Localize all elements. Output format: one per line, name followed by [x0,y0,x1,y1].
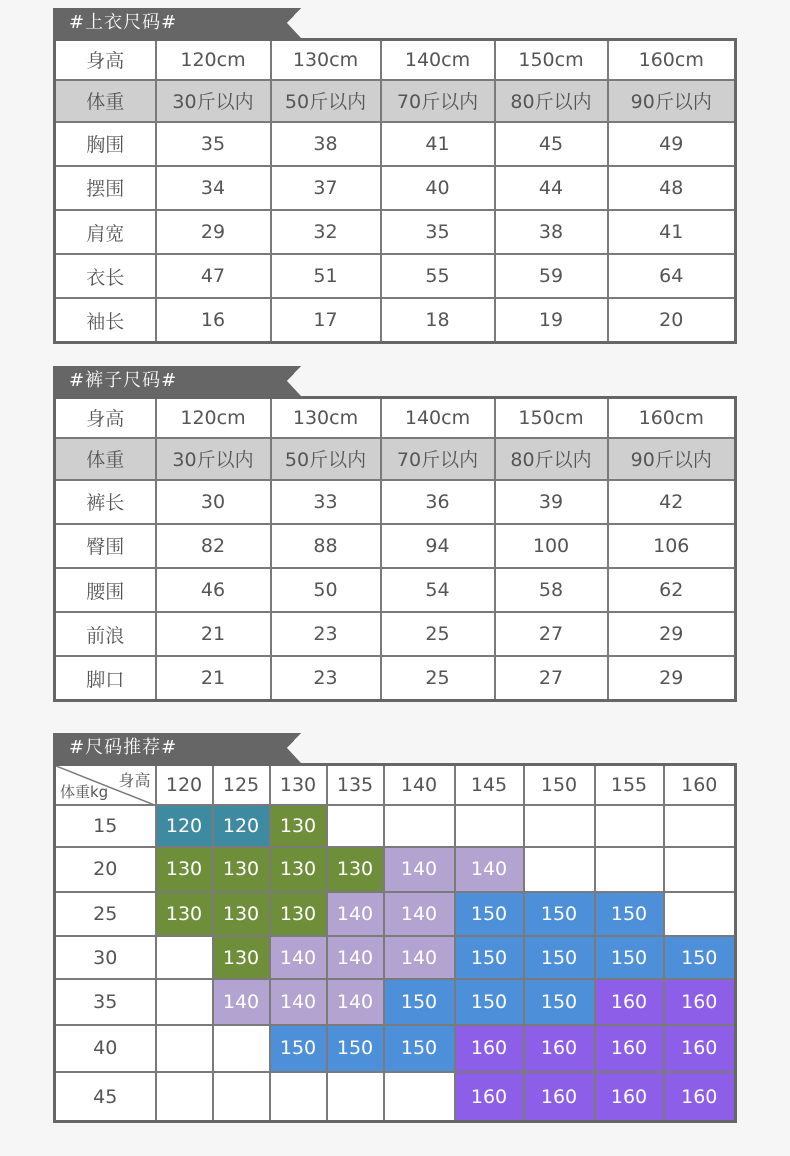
row-label: 脚口 [55,656,156,700]
height-cell: 150cm [495,398,608,438]
empty-cell [524,847,595,891]
measure-cell: 35 [156,122,271,166]
table-row [55,1072,736,1121]
measure-cell: 34 [156,166,271,210]
size-cell: 130 [270,847,327,891]
measure-cell: 42 [608,480,736,524]
empty-cell [213,1025,270,1072]
measure-cell: 37 [271,166,381,210]
measure-cell: 29 [608,656,736,700]
measure-cell: 16 [156,298,271,342]
measure-cell: 88 [271,524,381,568]
size-cell: 150 [524,936,595,979]
size-cell: 130 [327,847,384,891]
size-cell: 150 [595,892,664,936]
weight-cell: 70斤以内 [381,438,495,480]
size-cell: 150 [327,1025,384,1072]
empty-cell [664,892,736,936]
weight-row [55,80,736,122]
weight-cell: 90斤以内 [608,80,736,122]
measure-cell: 106 [608,524,736,568]
corner-weight-label: 体重kg [60,782,109,801]
empty-cell [664,847,736,891]
weight-label: 40 [55,1025,156,1072]
measure-cell: 51 [271,254,381,298]
table-row [55,122,736,166]
measure-cell: 27 [495,656,608,700]
height-cell: 130cm [271,40,381,80]
height-header: 145 [455,765,524,805]
measure-cell: 58 [495,568,608,612]
empty-cell [327,805,384,847]
size-cell: 150 [595,936,664,979]
size-cell: 150 [524,979,595,1024]
size-cell: 150 [270,1025,327,1072]
height-cell: 160cm [608,398,736,438]
row-label: 袖长 [55,298,156,342]
size-cell: 130 [270,892,327,936]
weight-label: 15 [55,805,156,847]
height-header: 135 [327,765,384,805]
size-cell: 160 [664,979,736,1024]
table-row [55,568,736,612]
size-cell: 140 [270,979,327,1024]
weight-cell: 70斤以内 [381,80,495,122]
size-cell: 140 [213,979,270,1024]
measure-cell: 20 [608,298,736,342]
measure-cell: 17 [271,298,381,342]
table-row [55,656,736,700]
measure-cell: 94 [381,524,495,568]
row-label: 体重 [55,80,156,122]
size-recommend-table [53,763,737,1123]
measure-cell: 36 [381,480,495,524]
top-size-title: #上衣尺码# [53,8,273,38]
weight-row [55,438,736,480]
empty-cell [524,805,595,847]
pants-size-table [53,396,737,702]
empty-cell [213,1072,270,1121]
size-cell: 140 [327,936,384,979]
table-row [55,979,736,1024]
empty-cell [664,805,736,847]
weight-label: 30 [55,936,156,979]
empty-cell [384,805,455,847]
size-cell: 130 [156,892,213,936]
weight-cell: 50斤以内 [271,80,381,122]
table-row [55,892,736,936]
height-header: 130 [270,765,327,805]
size-cell: 160 [524,1025,595,1072]
size-cell: 150 [455,892,524,936]
row-label: 臀围 [55,524,156,568]
weight-label: 45 [55,1072,156,1121]
empty-cell [270,1072,327,1121]
size-cell: 140 [455,847,524,891]
table-row [55,480,736,524]
size-cell: 140 [327,979,384,1024]
size-cell: 130 [213,892,270,936]
empty-cell [156,979,213,1024]
table-row [55,805,736,847]
measure-cell: 100 [495,524,608,568]
pants-size-title: #裤子尺码# [53,366,273,396]
pants-size-section [53,366,734,703]
weight-cell: 30斤以内 [156,438,271,480]
measure-cell: 27 [495,612,608,656]
measure-cell: 38 [271,122,381,166]
measure-cell: 55 [381,254,495,298]
size-cell: 140 [384,847,455,891]
measure-cell: 23 [271,656,381,700]
measure-cell: 41 [381,122,495,166]
height-header: 150 [524,765,595,805]
corner-cell [55,765,156,805]
measure-cell: 25 [381,612,495,656]
row-label: 胸围 [55,122,156,166]
weight-cell: 50斤以内 [271,438,381,480]
top-size-section [53,8,734,345]
height-cell: 130cm [271,398,381,438]
measure-cell: 39 [495,480,608,524]
measure-cell: 25 [381,656,495,700]
header-row [55,40,736,80]
corner-height-label: 身高 [118,771,151,790]
size-cell: 140 [384,892,455,936]
row-label: 前浪 [55,612,156,656]
measure-cell: 35 [381,210,495,254]
measure-cell: 45 [495,122,608,166]
size-cell: 150 [524,892,595,936]
measure-cell: 32 [271,210,381,254]
weight-cell: 90斤以内 [608,438,736,480]
measure-cell: 46 [156,568,271,612]
measure-cell: 50 [271,568,381,612]
empty-cell [595,805,664,847]
height-cell: 150cm [495,40,608,80]
table-row [55,298,736,342]
row-label: 身高 [55,398,156,438]
size-cell: 130 [213,847,270,891]
size-cell: 150 [384,979,455,1024]
size-cell: 160 [524,1072,595,1121]
row-label: 体重 [55,438,156,480]
size-cell: 140 [384,936,455,979]
size-cell: 150 [384,1025,455,1072]
row-label: 腰围 [55,568,156,612]
measure-cell: 40 [381,166,495,210]
table-row [55,612,736,656]
size-cell: 150 [455,979,524,1024]
weight-label: 35 [55,979,156,1024]
height-cell: 160cm [608,40,736,80]
row-label: 身高 [55,40,156,80]
height-cell: 140cm [381,398,495,438]
weight-cell: 80斤以内 [495,80,608,122]
size-cell: 130 [213,936,270,979]
empty-cell [384,1072,455,1121]
weight-cell: 30斤以内 [156,80,271,122]
size-cell: 150 [455,936,524,979]
weight-cell: 80斤以内 [495,438,608,480]
measure-cell: 64 [608,254,736,298]
row-label: 裤长 [55,480,156,524]
table-row [55,210,736,254]
top-size-table [53,38,737,344]
empty-cell [327,1072,384,1121]
row-label: 衣长 [55,254,156,298]
size-cell: 120 [156,805,213,847]
height-header: 120 [156,765,213,805]
table-row [55,524,736,568]
measure-cell: 29 [608,612,736,656]
empty-cell [455,805,524,847]
measure-cell: 44 [495,166,608,210]
size-cell: 140 [327,892,384,936]
size-cell: 160 [664,1072,736,1121]
header-row [55,398,736,438]
measure-cell: 54 [381,568,495,612]
size-cell: 160 [595,979,664,1024]
measure-cell: 47 [156,254,271,298]
height-header: 140 [384,765,455,805]
empty-cell [156,1072,213,1121]
header-row [55,765,736,805]
height-header: 125 [213,765,270,805]
table-row [55,166,736,210]
measure-cell: 21 [156,656,271,700]
size-cell: 120 [213,805,270,847]
table-row [55,254,736,298]
table-row [55,1025,736,1072]
height-cell: 120cm [156,40,271,80]
size-cell: 160 [595,1025,664,1072]
size-cell: 150 [664,936,736,979]
empty-cell [156,1025,213,1072]
measure-cell: 18 [381,298,495,342]
row-label: 摆围 [55,166,156,210]
size-cell: 160 [664,1025,736,1072]
measure-cell: 41 [608,210,736,254]
height-header: 160 [664,765,736,805]
measure-cell: 59 [495,254,608,298]
measure-cell: 33 [271,480,381,524]
measure-cell: 38 [495,210,608,254]
size-recommend-section [53,733,734,1125]
size-cell: 160 [455,1072,524,1121]
measure-cell: 30 [156,480,271,524]
size-cell: 140 [270,936,327,979]
height-cell: 120cm [156,398,271,438]
measure-cell: 48 [608,166,736,210]
table-row [55,847,736,891]
measure-cell: 21 [156,612,271,656]
size-cell: 130 [270,805,327,847]
size-cell: 160 [595,1072,664,1121]
height-header: 155 [595,765,664,805]
measure-cell: 29 [156,210,271,254]
measure-cell: 62 [608,568,736,612]
height-cell: 140cm [381,40,495,80]
empty-cell [156,936,213,979]
size-recommend-title: #尺码推荐# [53,733,273,763]
measure-cell: 23 [271,612,381,656]
measure-cell: 49 [608,122,736,166]
weight-label: 25 [55,892,156,936]
size-cell: 160 [455,1025,524,1072]
measure-cell: 82 [156,524,271,568]
measure-cell: 19 [495,298,608,342]
table-row [55,936,736,979]
size-cell: 130 [156,847,213,891]
row-label: 肩宽 [55,210,156,254]
empty-cell [595,847,664,891]
weight-label: 20 [55,847,156,891]
